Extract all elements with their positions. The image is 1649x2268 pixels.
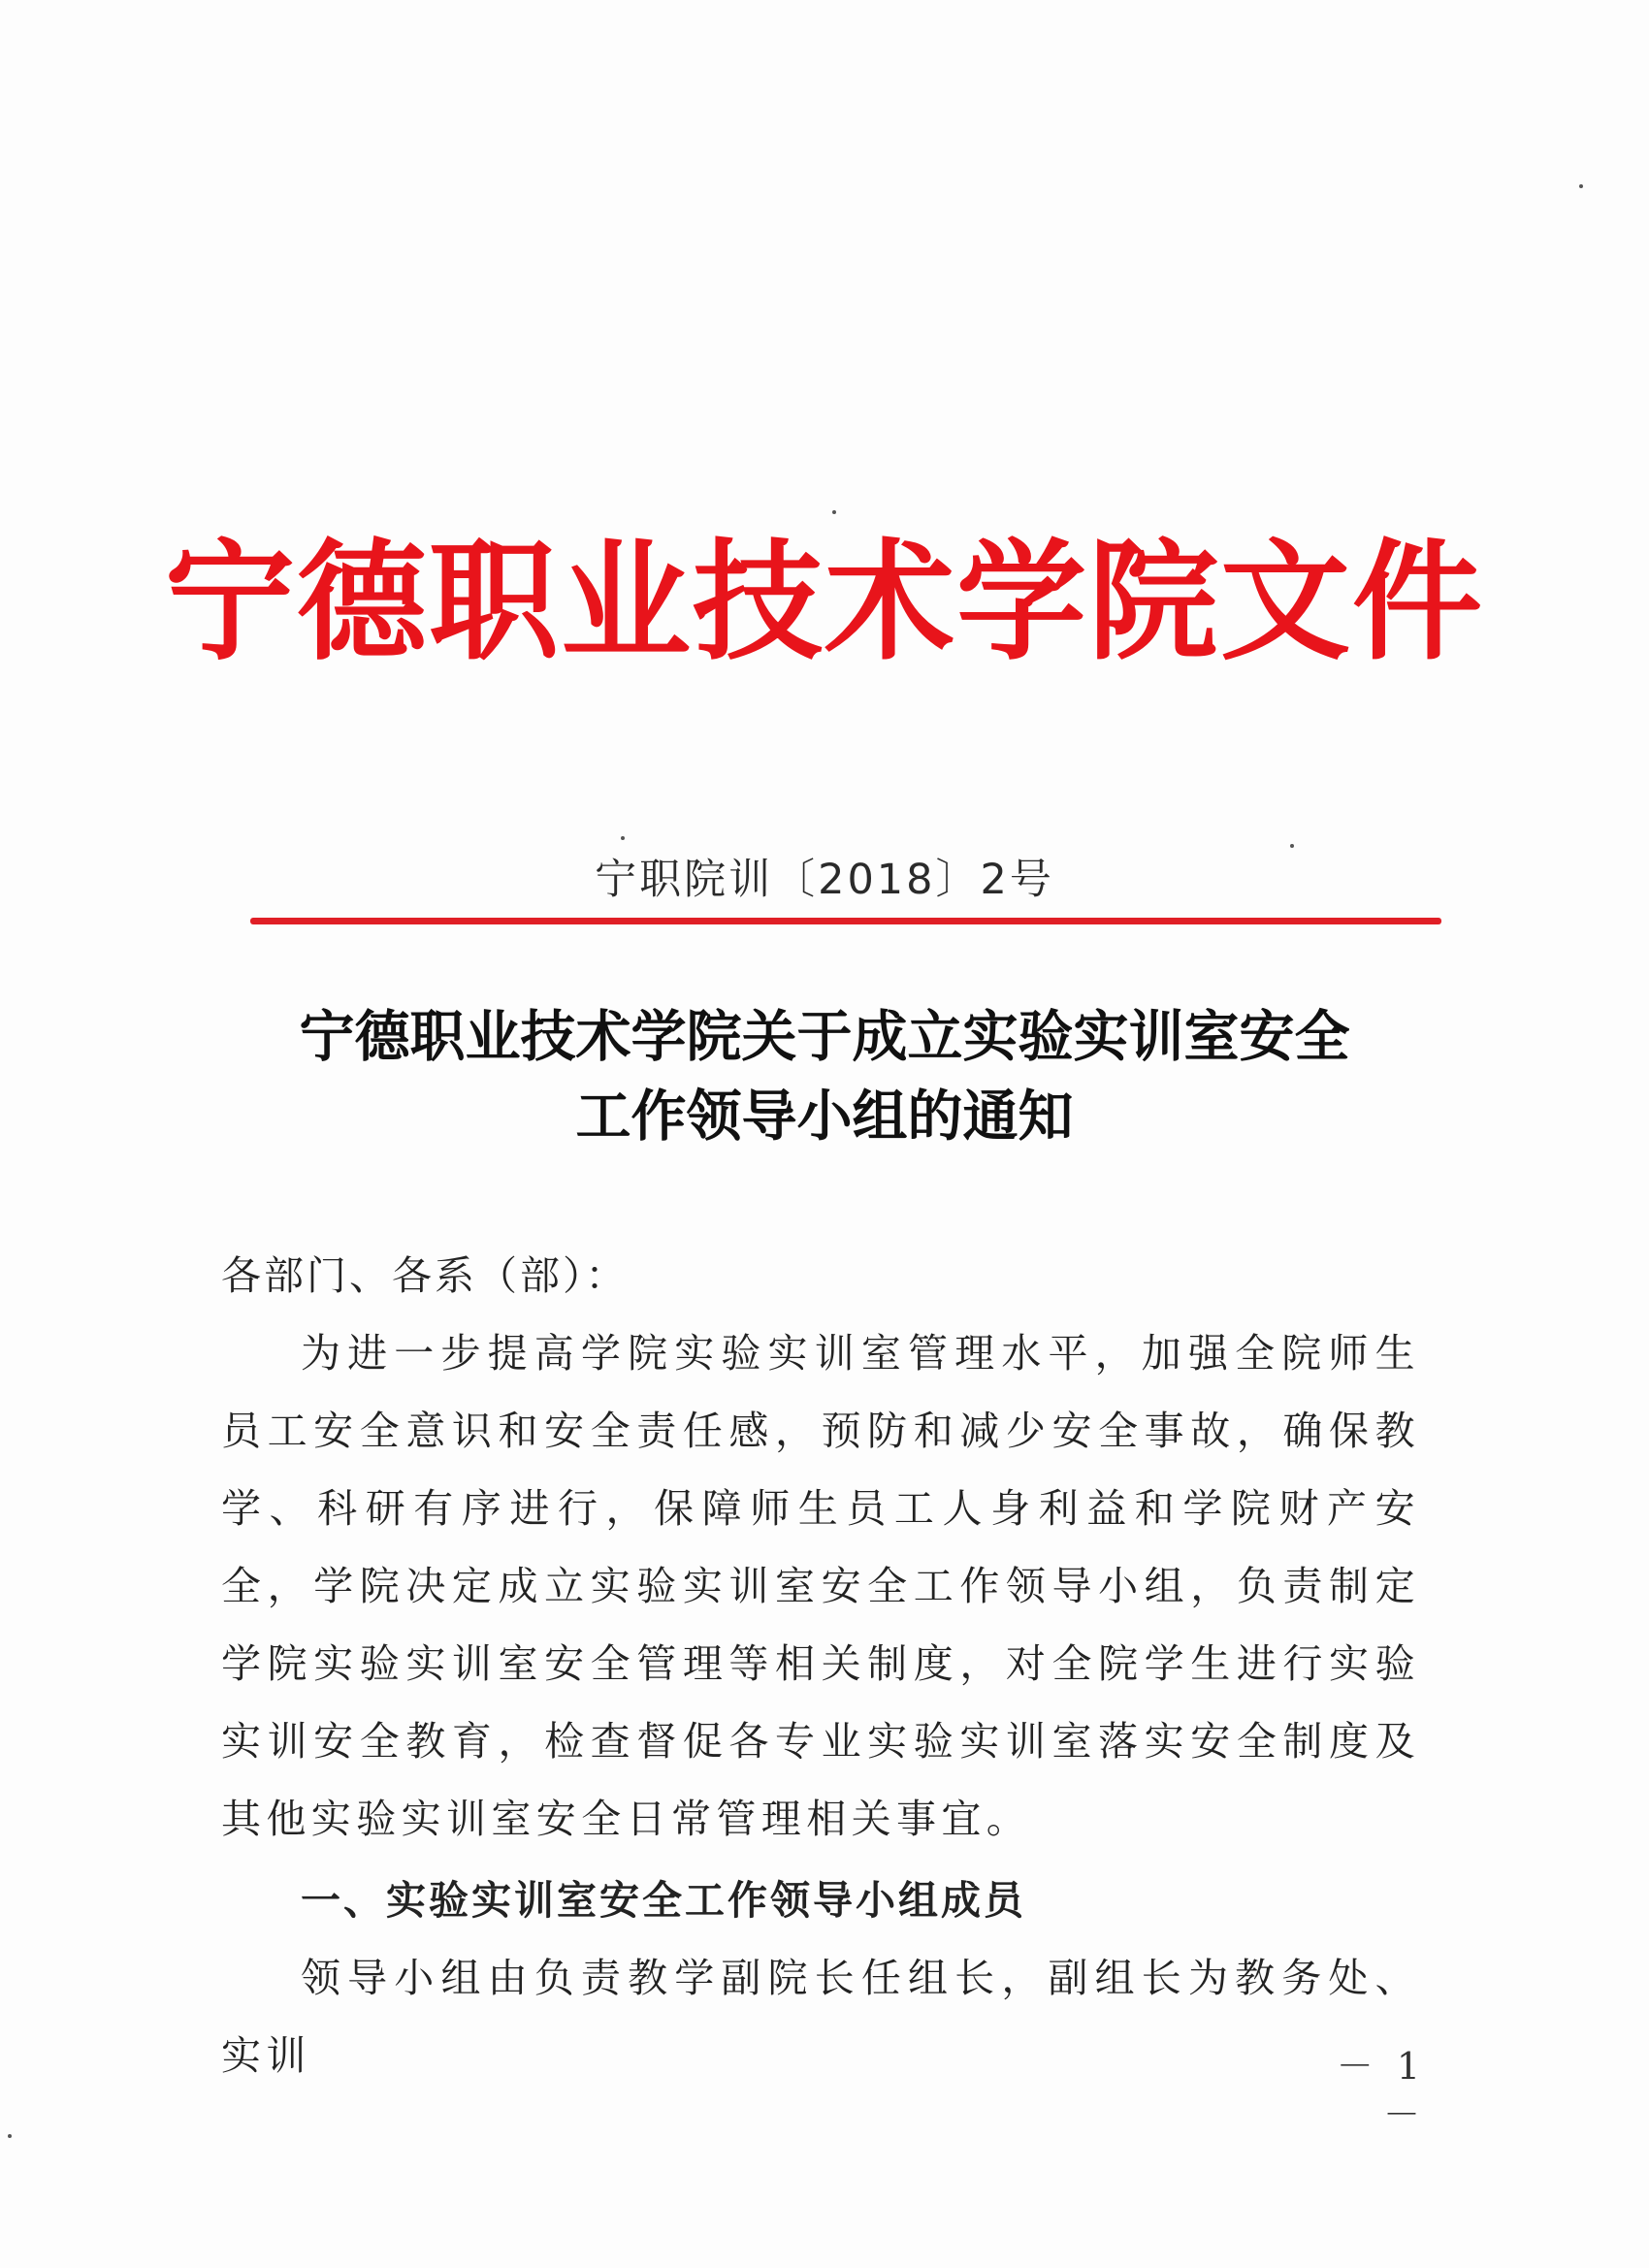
salutation: 各部门、各系（部）： <box>221 1252 629 1299</box>
document-body <box>221 1237 1420 2094</box>
document-title-line-1: 宁德职业技术学院关于成立实验实训室安全 <box>299 1004 1350 1069</box>
paragraph-intro: 为进一步提高学院实验实训室管理水平，加强全院师生员工安全意识和安全责任感，预防和减少安全事故，确保教学、科研有序进行，保障师生员工人身利益和学院财产安全，学院决定成立实验实训室安全工作领导小组，负责制定学院实验实训室安全管理等相关制度，对全院学生进行实验实训安全教育，检查督促各专业实验实训室落实安全制度及其他实验实训室安全日常管理相关事宜。 <box>221 1330 1420 1842</box>
scan-speck <box>1290 844 1294 848</box>
document-title <box>0 997 1649 1156</box>
document-number: 宁职院训〔2018〕2号 <box>595 856 1054 904</box>
document-title-line-2: 工作领导小组的通知 <box>575 1084 1074 1149</box>
scan-speck <box>1579 184 1583 188</box>
document-masthead: 宁德职业技术学院文件 <box>164 525 1484 678</box>
scan-speck <box>8 2134 12 2138</box>
page-number: － 1 － <box>1336 2045 1426 2136</box>
scan-speck <box>621 836 625 840</box>
red-separator-rule <box>250 918 1441 924</box>
section-heading-1: 一、实验实训室安全工作领导小组成员 <box>301 1877 1026 1924</box>
scan-speck <box>832 510 836 514</box>
paragraph-members: 领导小组由负责教学副院长任组长，副组长为教务处、实训 <box>221 1955 1420 2079</box>
